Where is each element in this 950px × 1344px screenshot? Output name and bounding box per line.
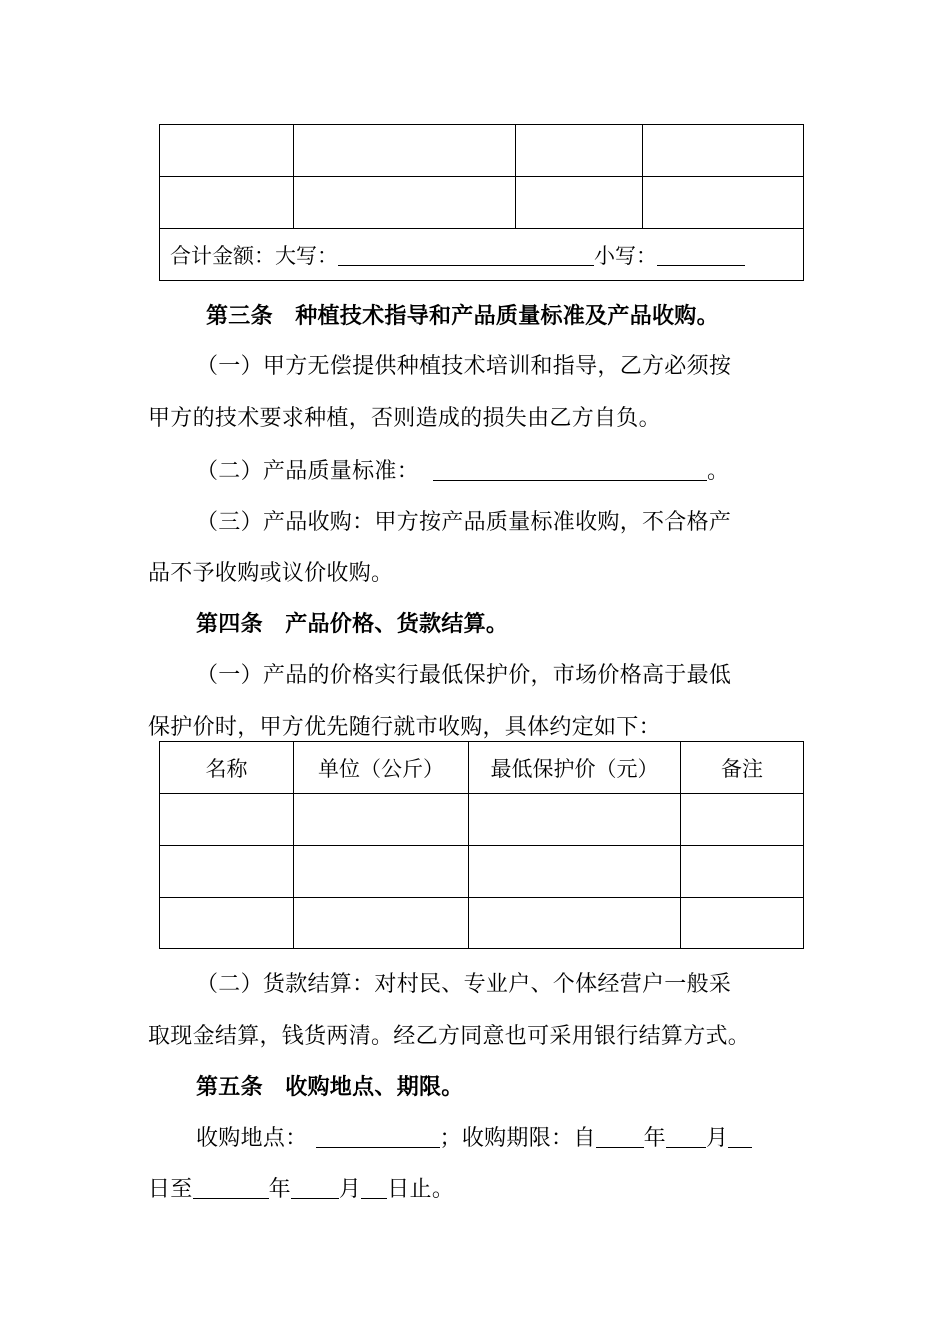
table-cell <box>469 898 681 949</box>
table-row <box>160 794 804 846</box>
end-month-label: 月 <box>338 1177 362 1202</box>
article3-p1-line1: （一）甲方无偿提供种植技术培训和指导，乙方必须按 <box>196 354 732 379</box>
table-cell <box>160 898 294 949</box>
end-day-blank[interactable] <box>361 1176 387 1199</box>
table-row <box>160 177 804 229</box>
article5-line2 <box>148 1172 454 1203</box>
table-cell <box>516 177 643 229</box>
start-year-blank[interactable] <box>596 1125 644 1148</box>
end-year-blank[interactable] <box>193 1176 269 1199</box>
quality-standard-label: （二）产品质量标准： <box>196 459 420 484</box>
article3-p2 <box>196 454 729 485</box>
table-cell <box>643 125 804 177</box>
article3-p3-line1: （三）产品收购：甲方按产品质量标准收购，不合格产 <box>196 510 732 535</box>
table-row <box>160 898 804 949</box>
term-label: 收购期限：自 <box>461 1126 596 1151</box>
month-label: 月 <box>705 1126 729 1151</box>
day-end-label: 日止。 <box>387 1177 455 1202</box>
year-label: 年 <box>643 1126 666 1151</box>
total-amount-cell <box>160 229 804 281</box>
total-uppercase-blank[interactable] <box>338 243 594 266</box>
table-row <box>160 846 804 898</box>
article4-heading: 第四条 产品价格、货款结算。 <box>196 611 509 637</box>
table-cell <box>681 794 804 846</box>
table-cell <box>681 898 804 949</box>
article3-heading: 第三条 种植技术指导和产品质量标准及产品收购。 <box>206 303 719 329</box>
header-remark: 备注 <box>681 742 804 794</box>
table-header-row <box>160 742 804 794</box>
article3-p3-line2: 品不予收购或议价收购。 <box>148 561 394 586</box>
table-cell <box>643 177 804 229</box>
table-cell <box>469 794 681 846</box>
table-cell <box>681 846 804 898</box>
table-row <box>160 125 804 177</box>
end-month-blank[interactable] <box>291 1176 339 1199</box>
quality-standard-end: 。 <box>707 459 730 484</box>
article4-p2-line2: 取现金结算，钱货两清。经乙方同意也可采用银行结算方式。 <box>148 1024 751 1049</box>
table-row <box>160 229 804 281</box>
header-unit: 单位（公斤） <box>294 742 469 794</box>
table-cell <box>294 125 516 177</box>
table-cell <box>294 177 516 229</box>
day-to-label: 日至 <box>148 1177 193 1202</box>
total-amount-label: 合计金额：大写： <box>170 243 338 268</box>
quality-standard-blank[interactable] <box>433 458 707 481</box>
total-lowercase-blank[interactable] <box>657 243 745 266</box>
table-cell <box>160 177 294 229</box>
start-day-blank[interactable] <box>728 1125 752 1148</box>
article4-p1-line1: （一）产品的价格实行最低保护价，市场价格高于最低 <box>196 663 732 688</box>
table-cell <box>160 125 294 177</box>
table-cell <box>294 794 469 846</box>
article4-p2-line1: （二）货款结算：对村民、专业户、个体经营户一般采 <box>196 972 732 997</box>
semicolon: ； <box>439 1126 462 1151</box>
table-cell <box>160 846 294 898</box>
header-name: 名称 <box>160 742 294 794</box>
place-blank[interactable] <box>316 1125 440 1148</box>
article3-p1-line2: 甲方的技术要求种植，否则造成的损失由乙方自负。 <box>148 406 661 431</box>
total-lowercase-label: 小写： <box>594 243 657 268</box>
end-year-label: 年 <box>268 1177 291 1202</box>
table-cell <box>294 898 469 949</box>
table-cell <box>516 125 643 177</box>
article5-heading: 第五条 收购地点、期限。 <box>196 1074 464 1100</box>
header-min-price: 最低保护价（元） <box>469 742 681 794</box>
table-cell <box>160 794 294 846</box>
quantity-table <box>159 124 804 281</box>
price-table <box>159 741 804 949</box>
place-label: 收购地点： <box>196 1126 308 1151</box>
article4-p1-line2: 保护价时，甲方优先随行就市收购，具体约定如下： <box>148 715 661 740</box>
table-cell <box>469 846 681 898</box>
table-cell <box>294 846 469 898</box>
article5-line1 <box>196 1121 752 1152</box>
start-month-blank[interactable] <box>666 1125 706 1148</box>
